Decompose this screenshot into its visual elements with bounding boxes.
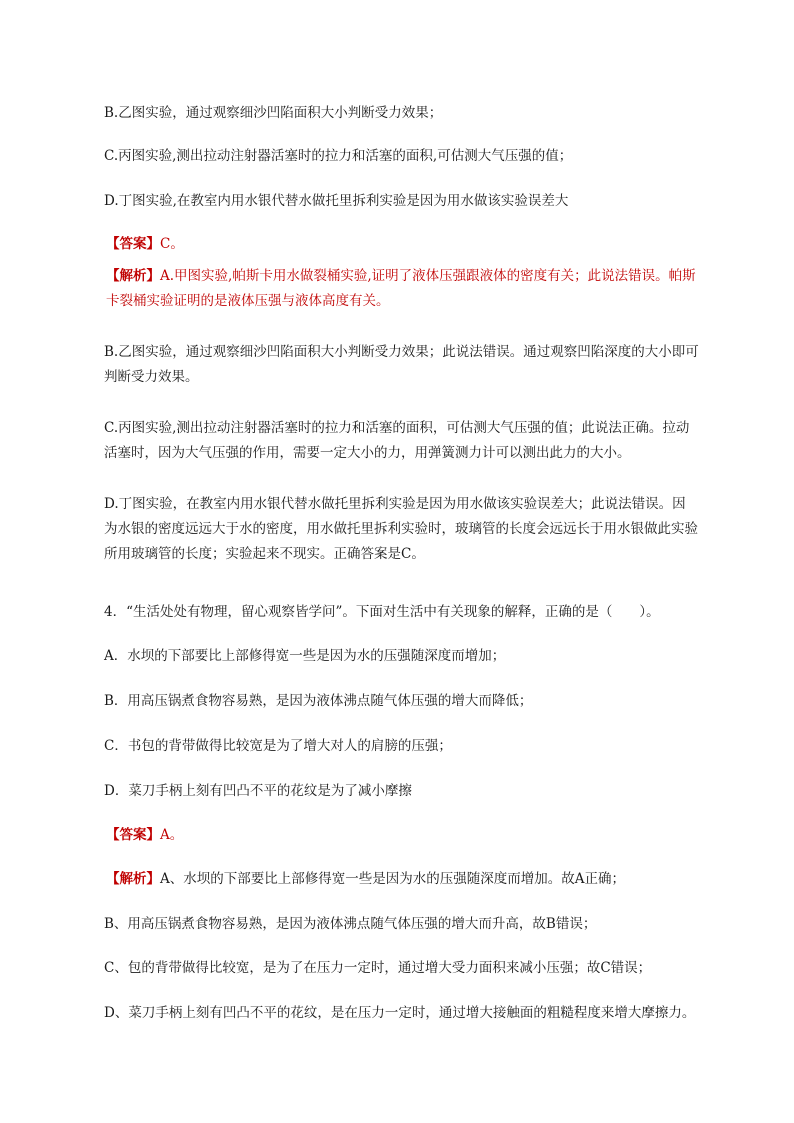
q4-answer-tag: 【答案】 bbox=[106, 827, 160, 843]
prev-analysis-d: D.丁图实验，在教室内用水银代替水做托里拆利实验是因为用水做该实验误差大；此说法错误。因为水银的密度远远大于水的密度，用水做托里拆利实验时，玻璃管的长度会远远长于用水银做此实验所用玻璃管的长度；实验起来不现实。正确答案是C。 bbox=[104, 496, 698, 562]
q4-analysis-tag: 【解析】 bbox=[106, 871, 160, 887]
answer-value: C。 bbox=[160, 236, 184, 252]
q4-analysis-b: B、用高压锅煮食物容易熟，是因为液体沸点随气体压强的增大而升高，故B错误； bbox=[104, 916, 597, 932]
q4-option-d: D．菜刀手柄上刻有凹凸不平的花纹是为了减小摩擦 bbox=[104, 783, 412, 799]
prev-answer bbox=[106, 234, 706, 254]
q4-answer-value: A。 bbox=[160, 827, 184, 843]
q4-analysis-c: C、包的背带做得比较宽，是为了在压力一定时，通过增大受力面积来减小压强；故C错误； bbox=[104, 960, 652, 976]
q4-analysis-d: D、菜刀手柄上刻有凹凸不平的花纹，是在压力一定时，通过增大接触面的粗糙程度来增大摩擦力。 bbox=[104, 1005, 696, 1021]
q4-option-b: B．用高压锅煮食物容易熟，是因为液体沸点随气体压强的增大而降低； bbox=[104, 693, 533, 709]
analysis-a-text: A.甲图实验,帕斯卡用水做裂桶实验,证明了液体压强跟液体的密度有关；此说法错误。帕斯卡裂桶实验证明的是液体压强与液体高度有关。 bbox=[106, 268, 696, 309]
q4-option-c: C．书包的背带做得比较宽是为了增大对人的肩膀的压强； bbox=[104, 738, 452, 754]
prev-option-d: D.丁图实验,在教室内用水银代替水做托里拆利实验是因为用水做该实验误差大 bbox=[104, 193, 569, 209]
answer-tag: 【答案】 bbox=[106, 236, 160, 252]
q4-analysis-a bbox=[106, 869, 706, 889]
prev-option-c: C.丙图实验,测出拉动注射器活塞时的拉力和活塞的面积,可估测大气压强的值； bbox=[104, 148, 573, 164]
q4-answer bbox=[106, 825, 706, 845]
prev-option-b: B.乙图实验，通过观察细沙凹陷面积大小判断受力效果； bbox=[104, 105, 443, 121]
q4-stem: 4．“生活处处有物理，留心观察皆学问”。下面对生活中有关现象的解释，正确的是（ ）。 bbox=[104, 604, 660, 620]
prev-analysis-b: B.乙图实验，通过观察细沙凹陷面积大小判断受力效果；此说法错误。通过观察凹陷深度的大小即可判断受力效果。 bbox=[104, 344, 699, 385]
q4-option-a: A．水坝的下部要比上部修得宽一些是因为水的压强随深度而增加； bbox=[104, 648, 506, 664]
analysis-tag: 【解析】 bbox=[106, 268, 160, 284]
prev-analysis-a bbox=[106, 264, 698, 314]
q4-analysis-a-text: A、水坝的下部要比上部修得宽一些是因为水的压强随深度而增加。故A正确； bbox=[160, 871, 625, 887]
prev-analysis-c: C.丙图实验,测出拉动注射器活塞时的拉力和活塞的面积，可估测大气压强的值；此说法正确。拉动活塞时，因为大气压强的作用，需要一定大小的力，用弹簧测力计可以测出此力的大小。 bbox=[104, 420, 690, 461]
